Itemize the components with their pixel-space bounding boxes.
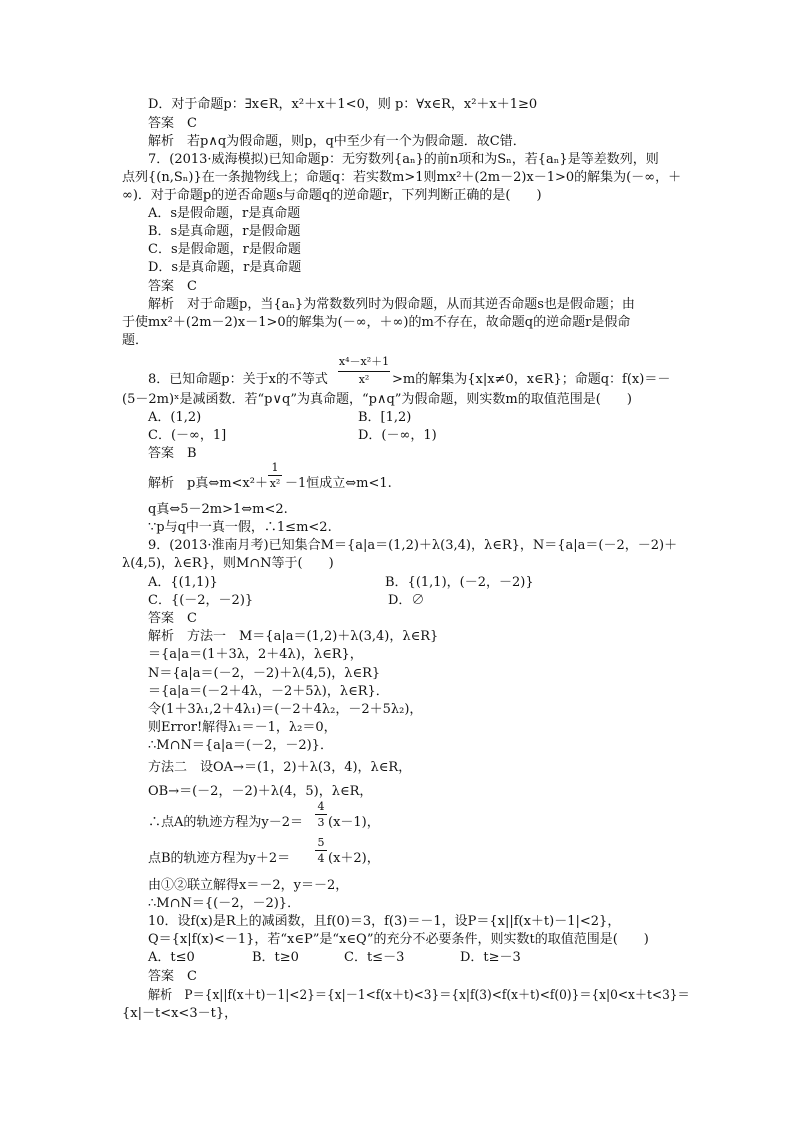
q8-option-d: D．(－∞，1) bbox=[358, 428, 437, 443]
q7-option-c: C．s是假命题，r是假命题 bbox=[148, 242, 301, 257]
q8-stem-rest: >m的解集为{x|x≠0，x∈R}；命题q：f(x)＝－ bbox=[392, 372, 671, 387]
q7-analysis-line1: 解析 对于命题p，当{aₙ}为常数数列时为假命题，从而其逆否命题s也是假命题；由 bbox=[148, 297, 635, 312]
q9-method2-line3-rest: (x－1)， bbox=[328, 815, 380, 830]
q8-option-c: C．(－∞，1] bbox=[148, 428, 227, 443]
q8-analysis-numerator: 1 bbox=[271, 461, 279, 474]
q9-analysis-line6: 则Error!解得λ₁＝－1，λ₂＝0， bbox=[148, 720, 337, 735]
q7-analysis-line3: 题． bbox=[122, 333, 149, 348]
q8-analysis-rest: －1恒成立⇔m<1. bbox=[285, 476, 392, 491]
q9-method2-line1: 方法二 设OA→＝(1，2)＋λ(3，4)，λ∈R， bbox=[148, 760, 412, 775]
q9-fraction-a-denominator: 3 bbox=[317, 816, 325, 829]
q7-option-d: D．s是真命题，r是真命题 bbox=[148, 260, 302, 275]
q8-analysis-line2: q真⇔5－2m>1⇔m<2. bbox=[148, 502, 288, 517]
q9-method2-line4-rest: (x＋2)， bbox=[328, 851, 380, 866]
q9-analysis-line5: 令(1＋3λ₁,2＋4λ₁)＝(－2＋4λ₂，－2＋5λ₂)， bbox=[148, 702, 423, 717]
q9-analysis-line4: ＝{a|a＝(－2＋4λ，－2＋5λ)，λ∈R}． bbox=[148, 684, 389, 699]
q9-method2-line6: ∴M∩N＝{(－2，－2)}． bbox=[148, 896, 301, 911]
q9-option-b: B．{(1,1)，(－2，－2)} bbox=[385, 575, 534, 590]
q8-option-b: B．[1,2) bbox=[358, 410, 412, 425]
q9-analysis-line7: ∴M∩N＝{a|a＝(－2，－2)}． bbox=[148, 738, 333, 753]
q10-option-a: A．t≤0 bbox=[148, 950, 195, 965]
q6-analysis: 解析 若p∧q为假命题，则p，q中至少有一个为假命题．故C错． bbox=[148, 134, 526, 149]
q7-option-b: B．s是真命题，r是假命题 bbox=[148, 224, 301, 239]
q8-fraction-denominator: x² bbox=[358, 373, 370, 386]
q10-analysis-line1: 解析 P＝{x||f(x＋t)－1|<2}＝{x|－1<f(x＋t)<3}＝{x|f(3)<f(x＋t)<f(0)}＝{x|0<x＋t<3}＝ bbox=[148, 988, 690, 1003]
q9-stem-line1: 9．(2013·淮南月考)已知集合M＝{a|a＝(1,2)＋λ(3,4)，λ∈R}，N＝{a|a＝(－2，－2)＋ bbox=[148, 538, 678, 553]
q9-method2-line5: 由①②联立解得x＝－2，y＝－2， bbox=[148, 878, 349, 893]
q9-analysis-line1: 解析 方法一 M＝{a|a＝(1,2)＋λ(3,4)，λ∈R} bbox=[148, 629, 439, 644]
q8-analysis-start: 解析 p真⇔m<x²＋ bbox=[148, 476, 268, 491]
q9-option-c: C．{(－2，－2)} bbox=[148, 593, 254, 608]
q9-fraction-b-denominator: 4 bbox=[317, 852, 325, 865]
q9-fraction-a-numerator: 4 bbox=[317, 800, 325, 813]
q7-stem-line3: ∞)．对于命题p的逆否命题s与命题q的逆命题r，下列判断正确的是( ) bbox=[122, 188, 542, 203]
q8-analysis-denominator: x² bbox=[269, 477, 281, 490]
q9-fraction-b-bar bbox=[315, 850, 327, 851]
q7-option-a: A．s是假命题，r是真命题 bbox=[148, 206, 301, 221]
q8-stem-start: 8．已知命题p：关于x的不等式 bbox=[148, 372, 328, 387]
q10-option-d: D．t≥－3 bbox=[460, 950, 521, 965]
q9-answer: 答案 C bbox=[148, 611, 197, 626]
q6-option-d: D．对于命题p：∃x∈R，x²＋x＋1<0，则 p：∀x∈R，x²＋x＋1≥0 bbox=[148, 97, 538, 112]
q10-answer: 答案 C bbox=[148, 969, 197, 984]
q8-answer: 答案 B bbox=[148, 446, 197, 461]
q9-fraction-b-numerator: 5 bbox=[317, 836, 325, 849]
q9-option-d: D．∅ bbox=[388, 593, 425, 608]
q9-method2-line2: OB→＝(－2，－2)＋λ(4，5)，λ∈R， bbox=[148, 784, 373, 799]
q8-fraction-numerator: x⁴－x²＋1 bbox=[338, 355, 390, 368]
q9-analysis-line3: N＝{a|a＝(－2，－2)＋λ(4,5)，λ∈R} bbox=[148, 666, 381, 681]
q9-stem-line2: λ(4,5)，λ∈R}，则M∩N等于( ) bbox=[122, 556, 334, 571]
q8-fraction-bar bbox=[338, 371, 390, 372]
q8-stem-line2: (5－2m)ˣ是减函数．若“p∨q”为真命题，“p∧q”为假命题，则实数m的取值范围是( ) bbox=[122, 392, 632, 407]
q9-option-a: A．{(1,1)} bbox=[148, 575, 218, 590]
q7-answer: 答案 C bbox=[148, 279, 197, 294]
q10-stem-line2: Q＝{x|f(x)<－1}，若“x∈P”是“x∈Q”的充分不必要条件，则实数t的取值范围是( ) bbox=[148, 932, 649, 947]
q10-analysis-line2: {x|－t<x<3－t}， bbox=[122, 1006, 238, 1021]
q7-analysis-line2: 于使mx²＋(2m－2)x－1>0的解集为(－∞，＋∞)的m不存在，故命题q的逆命题r是假命 bbox=[122, 315, 631, 330]
q8-option-a: A．(1,2) bbox=[148, 410, 202, 425]
q8-analysis-line3: ∵p与q中一真一假，∴1≤m<2. bbox=[148, 520, 332, 535]
q10-option-c: C．t≤－3 bbox=[344, 950, 405, 965]
q10-option-b: B．t≥0 bbox=[252, 950, 299, 965]
q8-analysis-bar bbox=[268, 475, 282, 476]
q9-fraction-a-bar bbox=[315, 814, 327, 815]
q6-answer: 答案 C bbox=[148, 116, 197, 131]
q7-stem-line2: 点列{(n,Sₙ)}在一条抛物线上；命题q：若实数m>1则mx²＋(2m－2)x－1>0的解集为(－∞，＋ bbox=[122, 170, 682, 185]
q10-stem-line1: 10．设f(x)是R上的减函数，且f(0)＝3，f(3)＝－1，设P＝{x||f(x＋t)－1|<2}， bbox=[148, 914, 621, 929]
q9-analysis-line2: ＝{a|a＝(1＋3λ，2＋4λ)，λ∈R}， bbox=[148, 647, 363, 662]
q7-stem-line1: 7．(2013·威海模拟)已知命题p：无穷数列{aₙ}的前n项和为Sₙ，若{aₙ}是等差数列，则 bbox=[148, 152, 659, 167]
q9-method2-line4-start: 点B的轨迹方程为y＋2＝ bbox=[148, 851, 291, 866]
q9-method2-line3-start: ∴点A的轨迹方程为y－2＝ bbox=[148, 815, 304, 830]
